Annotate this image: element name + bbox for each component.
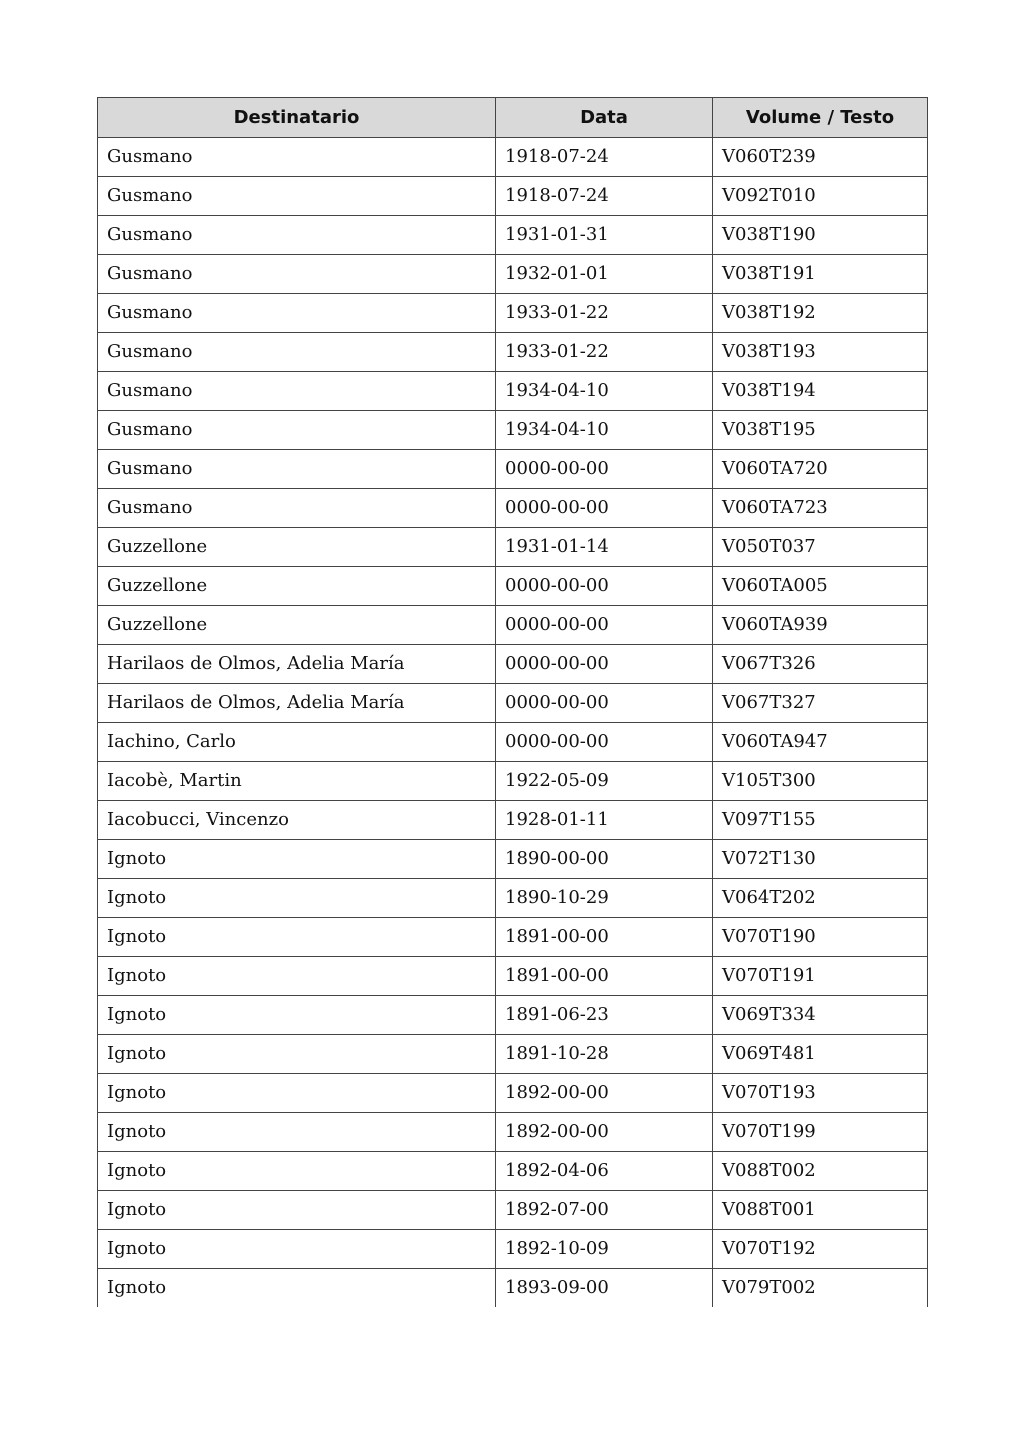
cell-data: 1934-04-10 [496, 372, 713, 411]
cell-destinatario: Gusmano [98, 372, 496, 411]
table-row [98, 957, 928, 996]
cell-volume-testo: V060TA939 [713, 606, 928, 645]
table-row [98, 840, 928, 879]
cell-destinatario: Ignoto [98, 1269, 496, 1308]
cell-data: 1890-10-29 [496, 879, 713, 918]
table-row [98, 177, 928, 216]
cell-destinatario: Gusmano [98, 489, 496, 528]
cell-data: 0000-00-00 [496, 450, 713, 489]
table-body [98, 138, 928, 1308]
cell-volume-testo: V070T192 [713, 1230, 928, 1269]
cell-volume-testo: V060TA723 [713, 489, 928, 528]
cell-volume-testo: V064T202 [713, 879, 928, 918]
cell-volume-testo: V038T191 [713, 255, 928, 294]
cell-destinatario: Gusmano [98, 450, 496, 489]
cell-destinatario: Gusmano [98, 294, 496, 333]
table-row [98, 918, 928, 957]
cell-volume-testo: V092T010 [713, 177, 928, 216]
cell-destinatario: Guzzellone [98, 567, 496, 606]
cell-data: 1933-01-22 [496, 333, 713, 372]
cell-data: 1934-04-10 [496, 411, 713, 450]
cell-data: 1893-09-00 [496, 1269, 713, 1308]
correspondence-table [97, 97, 928, 1307]
cell-data: 0000-00-00 [496, 684, 713, 723]
cell-volume-testo: V069T334 [713, 996, 928, 1035]
cell-data: 1890-00-00 [496, 840, 713, 879]
cell-data: 0000-00-00 [496, 567, 713, 606]
table-row [98, 996, 928, 1035]
cell-destinatario: Guzzellone [98, 528, 496, 567]
cell-data: 1891-00-00 [496, 957, 713, 996]
cell-volume-testo: V097T155 [713, 801, 928, 840]
cell-destinatario: Gusmano [98, 411, 496, 450]
cell-data: 1918-07-24 [496, 138, 713, 177]
cell-data: 1933-01-22 [496, 294, 713, 333]
cell-destinatario: Gusmano [98, 255, 496, 294]
cell-data: 1892-00-00 [496, 1113, 713, 1152]
cell-volume-testo: V050T037 [713, 528, 928, 567]
table-row [98, 333, 928, 372]
cell-data: 1891-06-23 [496, 996, 713, 1035]
header-volume-testo: Volume / Testo [713, 98, 928, 138]
cell-data: 1931-01-14 [496, 528, 713, 567]
cell-volume-testo: V060T239 [713, 138, 928, 177]
table-row [98, 216, 928, 255]
cell-volume-testo: V070T191 [713, 957, 928, 996]
table-row [98, 1230, 928, 1269]
cell-destinatario: Harilaos de Olmos, Adelia María [98, 684, 496, 723]
table-row [98, 138, 928, 177]
table-row [98, 723, 928, 762]
cell-volume-testo: V070T193 [713, 1074, 928, 1113]
cell-data: 1892-07-00 [496, 1191, 713, 1230]
cell-destinatario: Iacobucci, Vincenzo [98, 801, 496, 840]
cell-volume-testo: V070T190 [713, 918, 928, 957]
cell-destinatario: Ignoto [98, 840, 496, 879]
cell-data: 1922-05-09 [496, 762, 713, 801]
table-header-row [98, 98, 928, 138]
cell-data: 1891-00-00 [496, 918, 713, 957]
cell-destinatario: Ignoto [98, 1152, 496, 1191]
cell-data: 1931-01-31 [496, 216, 713, 255]
cell-destinatario: Ignoto [98, 1113, 496, 1152]
table-row [98, 645, 928, 684]
cell-destinatario: Ignoto [98, 1191, 496, 1230]
cell-data: 0000-00-00 [496, 606, 713, 645]
cell-volume-testo: V079T002 [713, 1269, 928, 1308]
cell-volume-testo: V060TA720 [713, 450, 928, 489]
cell-data: 1892-10-09 [496, 1230, 713, 1269]
table-row [98, 450, 928, 489]
cell-destinatario: Gusmano [98, 333, 496, 372]
cell-volume-testo: V038T192 [713, 294, 928, 333]
cell-volume-testo: V067T326 [713, 645, 928, 684]
cell-data: 1918-07-24 [496, 177, 713, 216]
cell-data: 0000-00-00 [496, 489, 713, 528]
table-row [98, 372, 928, 411]
cell-volume-testo: V072T130 [713, 840, 928, 879]
table-row [98, 606, 928, 645]
cell-destinatario: Ignoto [98, 957, 496, 996]
cell-volume-testo: V038T190 [713, 216, 928, 255]
cell-volume-testo: V067T327 [713, 684, 928, 723]
cell-data: 1891-10-28 [496, 1035, 713, 1074]
cell-destinatario: Guzzellone [98, 606, 496, 645]
cell-destinatario: Ignoto [98, 1074, 496, 1113]
table-row [98, 255, 928, 294]
cell-destinatario: Ignoto [98, 879, 496, 918]
table-row [98, 1269, 928, 1308]
cell-destinatario: Gusmano [98, 177, 496, 216]
table-row [98, 489, 928, 528]
table-row [98, 684, 928, 723]
cell-volume-testo: V105T300 [713, 762, 928, 801]
cell-volume-testo: V088T001 [713, 1191, 928, 1230]
header-destinatario: Destinatario [98, 98, 496, 138]
table-row [98, 411, 928, 450]
header-data: Data [496, 98, 713, 138]
cell-destinatario: Ignoto [98, 1230, 496, 1269]
table-row [98, 1113, 928, 1152]
cell-destinatario: Ignoto [98, 918, 496, 957]
table-row [98, 1191, 928, 1230]
cell-destinatario: Ignoto [98, 996, 496, 1035]
cell-volume-testo: V038T194 [713, 372, 928, 411]
cell-volume-testo: V038T193 [713, 333, 928, 372]
cell-destinatario: Gusmano [98, 138, 496, 177]
cell-destinatario: Harilaos de Olmos, Adelia María [98, 645, 496, 684]
cell-data: 1892-00-00 [496, 1074, 713, 1113]
table-row [98, 1074, 928, 1113]
cell-destinatario: Ignoto [98, 1035, 496, 1074]
cell-volume-testo: V070T199 [713, 1113, 928, 1152]
table-row [98, 1152, 928, 1191]
cell-volume-testo: V060TA947 [713, 723, 928, 762]
cell-data: 0000-00-00 [496, 723, 713, 762]
table-row [98, 567, 928, 606]
table-row [98, 1035, 928, 1074]
cell-volume-testo: V069T481 [713, 1035, 928, 1074]
cell-destinatario: Iacobè, Martin [98, 762, 496, 801]
cell-destinatario: Iachino, Carlo [98, 723, 496, 762]
table-row [98, 879, 928, 918]
table-row [98, 762, 928, 801]
cell-data: 1892-04-06 [496, 1152, 713, 1191]
table-row [98, 528, 928, 567]
cell-volume-testo: V038T195 [713, 411, 928, 450]
cell-destinatario: Gusmano [98, 216, 496, 255]
cell-volume-testo: V060TA005 [713, 567, 928, 606]
table-row [98, 294, 928, 333]
cell-data: 0000-00-00 [496, 645, 713, 684]
table-row [98, 801, 928, 840]
cell-data: 1932-01-01 [496, 255, 713, 294]
cell-data: 1928-01-11 [496, 801, 713, 840]
cell-volume-testo: V088T002 [713, 1152, 928, 1191]
